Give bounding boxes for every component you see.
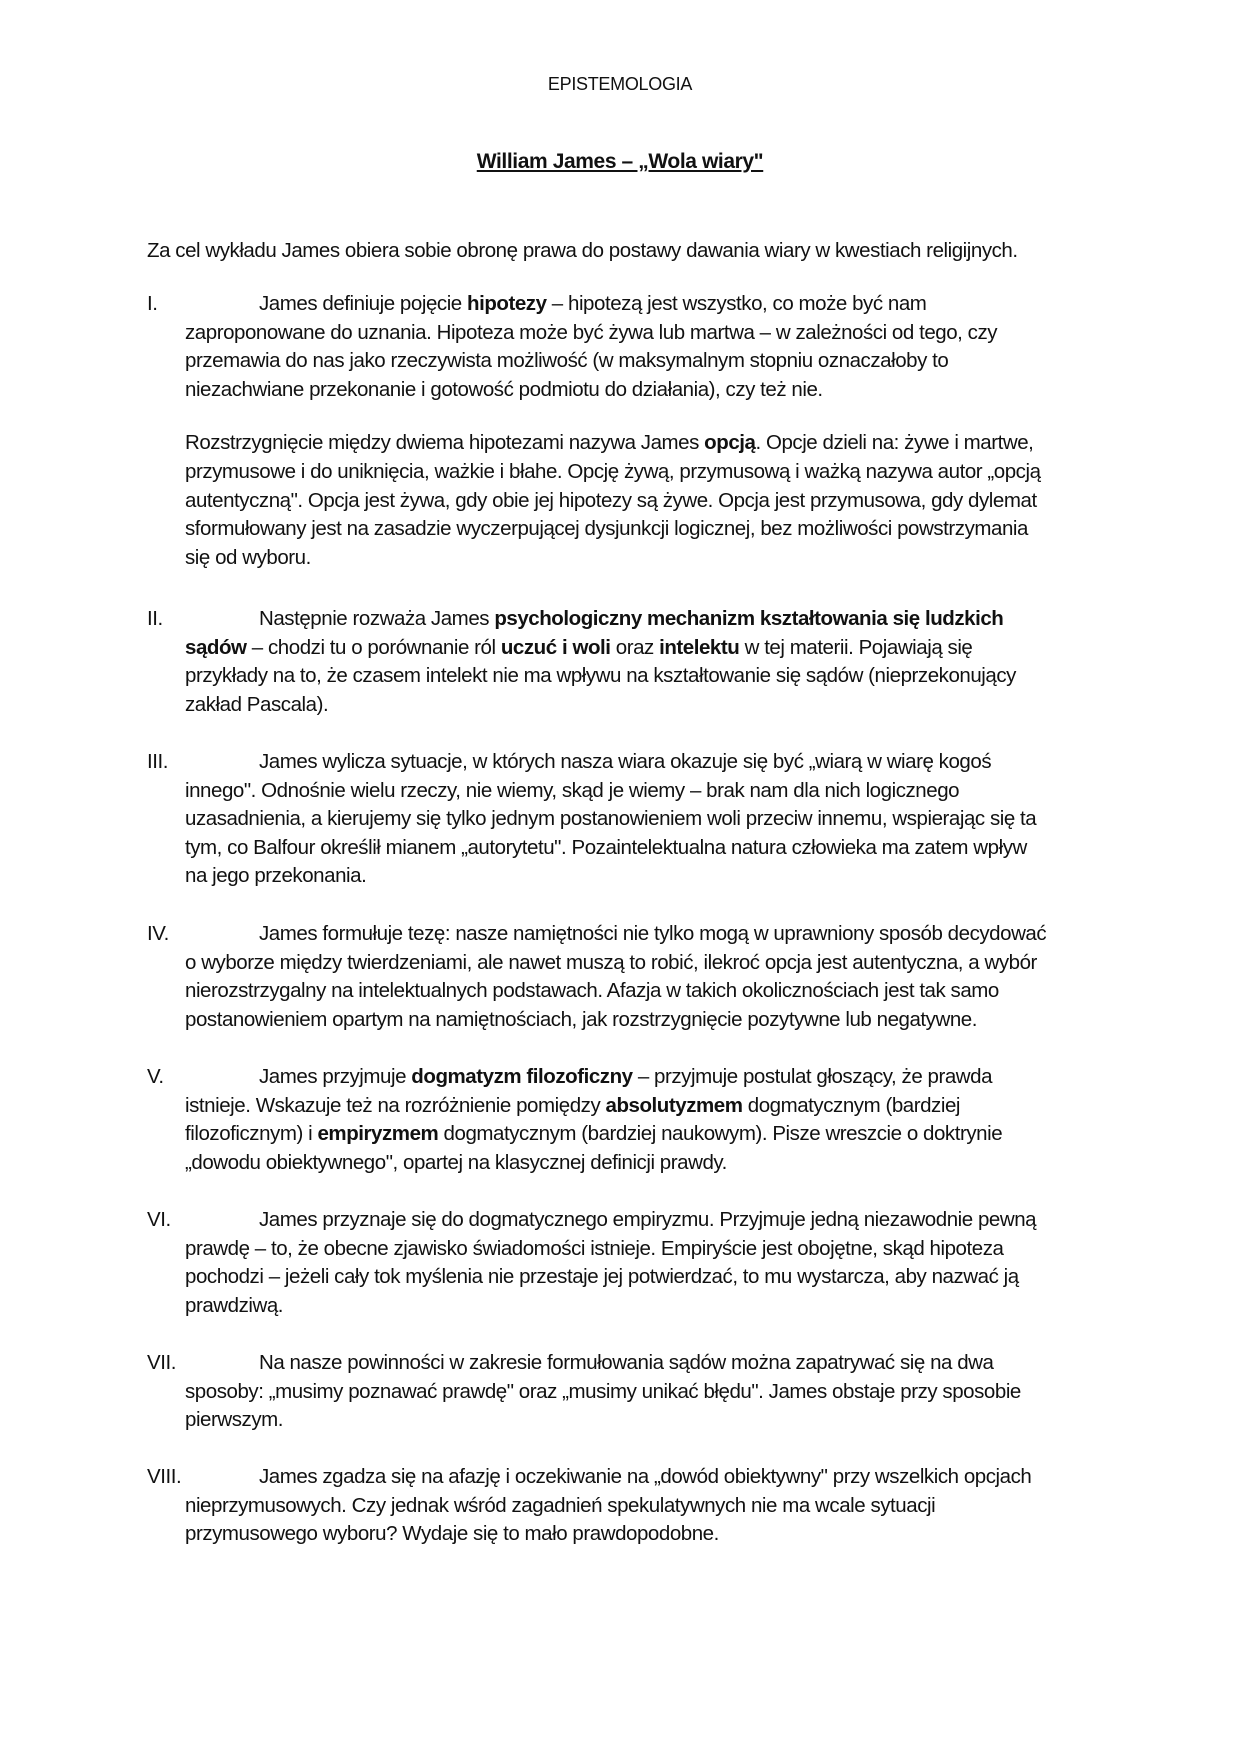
text-run: James przyznaje się do dogmatycznego empiryzmu. Przyjmuje jedną niezawodnie pewną bbox=[259, 1208, 1037, 1231]
list-item bbox=[147, 1463, 1107, 1549]
document-title: William James – „Wola wiary" bbox=[476, 150, 764, 173]
list-item bbox=[147, 1063, 1107, 1177]
text-line bbox=[185, 487, 1107, 516]
list-item-body bbox=[185, 1349, 1107, 1435]
text-run: zakład Pascala). bbox=[185, 692, 329, 716]
text-line bbox=[185, 347, 1107, 376]
text-line bbox=[185, 805, 1107, 834]
text-run: – chodzi tu o porównanie ról bbox=[246, 635, 501, 659]
text-run: Następnie rozważa James bbox=[259, 607, 495, 630]
list-numeral: VIII. bbox=[147, 1465, 182, 1488]
text-run: dogmatycznym (bardziej naukowym). Pisze wreszcie o doktrynie bbox=[438, 1122, 1003, 1146]
text-run: – przyjmuje postulat głoszący, że prawda bbox=[632, 1065, 993, 1088]
text-line bbox=[185, 1006, 1107, 1035]
text-run: w tej materii. Pojawiają się bbox=[739, 635, 973, 659]
text-run: o wyborze między twierdzeniami, ale nawet muszą to robić, ilekroć opcja jest autentyczna, a wybór bbox=[185, 950, 1037, 974]
text-run: dogmatycznym (bardziej bbox=[742, 1093, 961, 1117]
bold-term: psychologiczny mechanizm kształtowania się ludzkich bbox=[494, 607, 1004, 630]
text-run: James definiuje pojęcie bbox=[259, 292, 467, 315]
text-run: się od wyboru. bbox=[185, 545, 311, 569]
text-run: istnieje. Wskazuje też na rozróżnienie pomiędzy bbox=[185, 1093, 606, 1117]
text-line bbox=[185, 1063, 1107, 1092]
bold-term: dogmatyzm filozoficzny bbox=[411, 1065, 633, 1088]
text-line bbox=[185, 977, 1107, 1006]
text-run: uzasadnienia, a kierujemy się tylko jednym postanowieniem woli przeciw innemu, wspierając się ta bbox=[185, 807, 1037, 831]
text-run: prawdę – to, że obecne zjawisko świadomości istnieje. Empiryście jest obojętne, skąd hipoteza bbox=[185, 1236, 1004, 1260]
text-line bbox=[185, 319, 1107, 348]
bold-term: intelektu bbox=[659, 635, 740, 659]
text-run: oraz bbox=[610, 635, 660, 659]
bold-term: absolutyzmem bbox=[605, 1093, 743, 1117]
list-item bbox=[147, 920, 1107, 1034]
intro-paragraph: Za cel wykładu James obiera sobie obronę prawa do postawy dawania wiary w kwestiach religijnych. bbox=[147, 239, 1018, 262]
text-line bbox=[185, 1206, 1107, 1235]
text-run: nierozstrzygalny na intelektualnych podstawach. Afazja w takich okolicznościach jest tak samo bbox=[185, 979, 999, 1003]
text-line bbox=[185, 834, 1107, 863]
document-header: EPISTEMOLOGIA bbox=[547, 74, 693, 94]
text-run: James przyjmuje bbox=[259, 1065, 412, 1088]
list-item-body bbox=[185, 290, 1107, 572]
text-line bbox=[185, 1520, 1107, 1549]
text-line bbox=[185, 1235, 1107, 1264]
text-run: przemawia do nas jako rzeczywista możliwość (w maksymalnym stopniu oznaczałoby to bbox=[185, 349, 949, 373]
list-item-body bbox=[185, 920, 1107, 1034]
text-run: postanowieniem opartym na namiętnościach, jak rozstrzygnięcie pozytywne lub negatywne. bbox=[185, 1007, 977, 1031]
text-line bbox=[185, 376, 1107, 405]
text-run: sformułowany jest na zasadzie wyczerpującej dysjunkcji logicznej, bez możliwości powstrzymania bbox=[185, 517, 1028, 541]
bold-term: opcją bbox=[704, 431, 756, 455]
list-item-body bbox=[185, 1063, 1107, 1177]
text-line bbox=[185, 777, 1107, 806]
text-run: James wylicza sytuacje, w których nasza wiara okazuje się być „wiarą w wiarę kogoś bbox=[259, 750, 992, 773]
list-numeral: III. bbox=[147, 750, 168, 773]
text-line bbox=[185, 662, 1107, 691]
list-item bbox=[147, 1206, 1107, 1320]
text-line bbox=[185, 1092, 1107, 1121]
bold-term: empiryzmem bbox=[317, 1122, 439, 1146]
text-run: Na nasze powinności w zakresie formułowania sądów można zapatrywać się na dwa bbox=[259, 1351, 994, 1374]
text-run: na jego przekonania. bbox=[185, 864, 367, 888]
list-item-body bbox=[185, 748, 1107, 891]
text-line bbox=[185, 1292, 1107, 1321]
text-line bbox=[185, 1463, 1107, 1492]
text-run: zaproponowane do uznania. Hipoteza może być żywa lub martwa – w zależności od tego, czy bbox=[185, 320, 998, 344]
text-run: prawdziwą. bbox=[185, 1293, 284, 1317]
list-item-body bbox=[185, 1206, 1107, 1320]
list-numeral: I. bbox=[147, 292, 158, 315]
text-run: przymusowego wyboru? Wydaje się to mało prawdopodobne. bbox=[185, 1522, 719, 1546]
bold-term: uczuć i woli bbox=[500, 635, 611, 659]
bold-term: sądów bbox=[185, 635, 247, 659]
text-run: niezachwiane przekonanie i gotowość podmiotu do działania), czy też nie. bbox=[185, 377, 823, 401]
text-run: przykłady na to, że czasem intelekt nie ma wpływu na kształtowanie się sądów (nieprzekonujący bbox=[185, 664, 1016, 688]
text-line bbox=[185, 1263, 1107, 1292]
text-line bbox=[185, 605, 1107, 634]
text-run: . Opcje dzieli na: żywe i martwe, bbox=[755, 431, 1034, 455]
text-run: przymusowe i do uniknięcia, ważkie i błahe. Opcję żywą, przymusową i ważką nazywa autor „opcją bbox=[185, 459, 1041, 483]
text-run: pochodzi – jeżeli cały tok myślenia nie przestaje jej potwierdzać, to mu wystarcza, aby nazwać ją bbox=[185, 1265, 1019, 1289]
text-line bbox=[185, 544, 1107, 573]
text-line bbox=[185, 691, 1107, 720]
list-item bbox=[147, 748, 1107, 891]
text-line bbox=[185, 1120, 1107, 1149]
text-run: nieprzymusowych. Czy jednak wśród zagadnień spekulatywnych nie ma wcale sytuacji bbox=[185, 1493, 936, 1517]
text-run: Rozstrzygnięcie między dwiema hipotezami nazywa James bbox=[185, 431, 705, 455]
text-line bbox=[185, 949, 1107, 978]
text-run: autentyczną". Opcja jest żywa, gdy obie jej hipotezy są żywe. Opcja jest przymusowa, gdy dylemat bbox=[185, 488, 1037, 512]
list-numeral: VI. bbox=[147, 1208, 171, 1231]
text-line bbox=[185, 634, 1107, 663]
text-line bbox=[185, 458, 1107, 487]
text-run: sposoby: „musimy poznawać prawdę" oraz „musimy unikać błędu". James obstaje przy sposobie bbox=[185, 1379, 1021, 1403]
text-line bbox=[185, 748, 1107, 777]
text-run: innego". Odnośnie wielu rzeczy, nie wiemy, skąd je wiemy – brak nam dla nich logicznego bbox=[185, 778, 960, 802]
text-line bbox=[185, 290, 1107, 319]
list-numeral: IV. bbox=[147, 922, 169, 945]
text-run: filozoficznym) i bbox=[185, 1122, 318, 1146]
text-line bbox=[185, 1349, 1107, 1378]
list-numeral: V. bbox=[147, 1065, 164, 1088]
text-line bbox=[185, 920, 1107, 949]
text-run: – hipotezą jest wszystko, co może być nam bbox=[546, 292, 927, 315]
list-item-body bbox=[185, 605, 1107, 719]
list-item-body bbox=[185, 1463, 1107, 1549]
text-run: James zgadza się na afazję i oczekiwanie na „dowód obiektywny" przy wszelkich opcjach bbox=[259, 1465, 1032, 1488]
list-item bbox=[147, 1349, 1107, 1435]
text-run: tym, co Balfour określił mianem „autorytetu". Pozaintelektualna natura człowieka ma zatem wpływ bbox=[185, 835, 1027, 859]
text-line bbox=[185, 515, 1107, 544]
paragraph-gap bbox=[185, 404, 1107, 429]
text-line bbox=[185, 429, 1107, 458]
list-numeral: II. bbox=[147, 607, 163, 630]
list-numeral: VII. bbox=[147, 1351, 176, 1374]
bold-term: hipotezy bbox=[467, 292, 547, 315]
text-line bbox=[185, 862, 1107, 891]
list-item bbox=[147, 290, 1107, 572]
text-run: pierwszym. bbox=[185, 1408, 284, 1432]
text-run: James formułuje tezę: nasze namiętności nie tylko mogą w uprawniony sposób decydować bbox=[259, 922, 1047, 945]
text-line bbox=[185, 1378, 1107, 1407]
list-item bbox=[147, 605, 1107, 719]
text-line bbox=[185, 1149, 1107, 1178]
text-line bbox=[185, 1406, 1107, 1435]
text-run: „dowodu obiektywnego", opartej na klasycznej definicji prawdy. bbox=[185, 1150, 727, 1174]
text-line bbox=[185, 1492, 1107, 1521]
